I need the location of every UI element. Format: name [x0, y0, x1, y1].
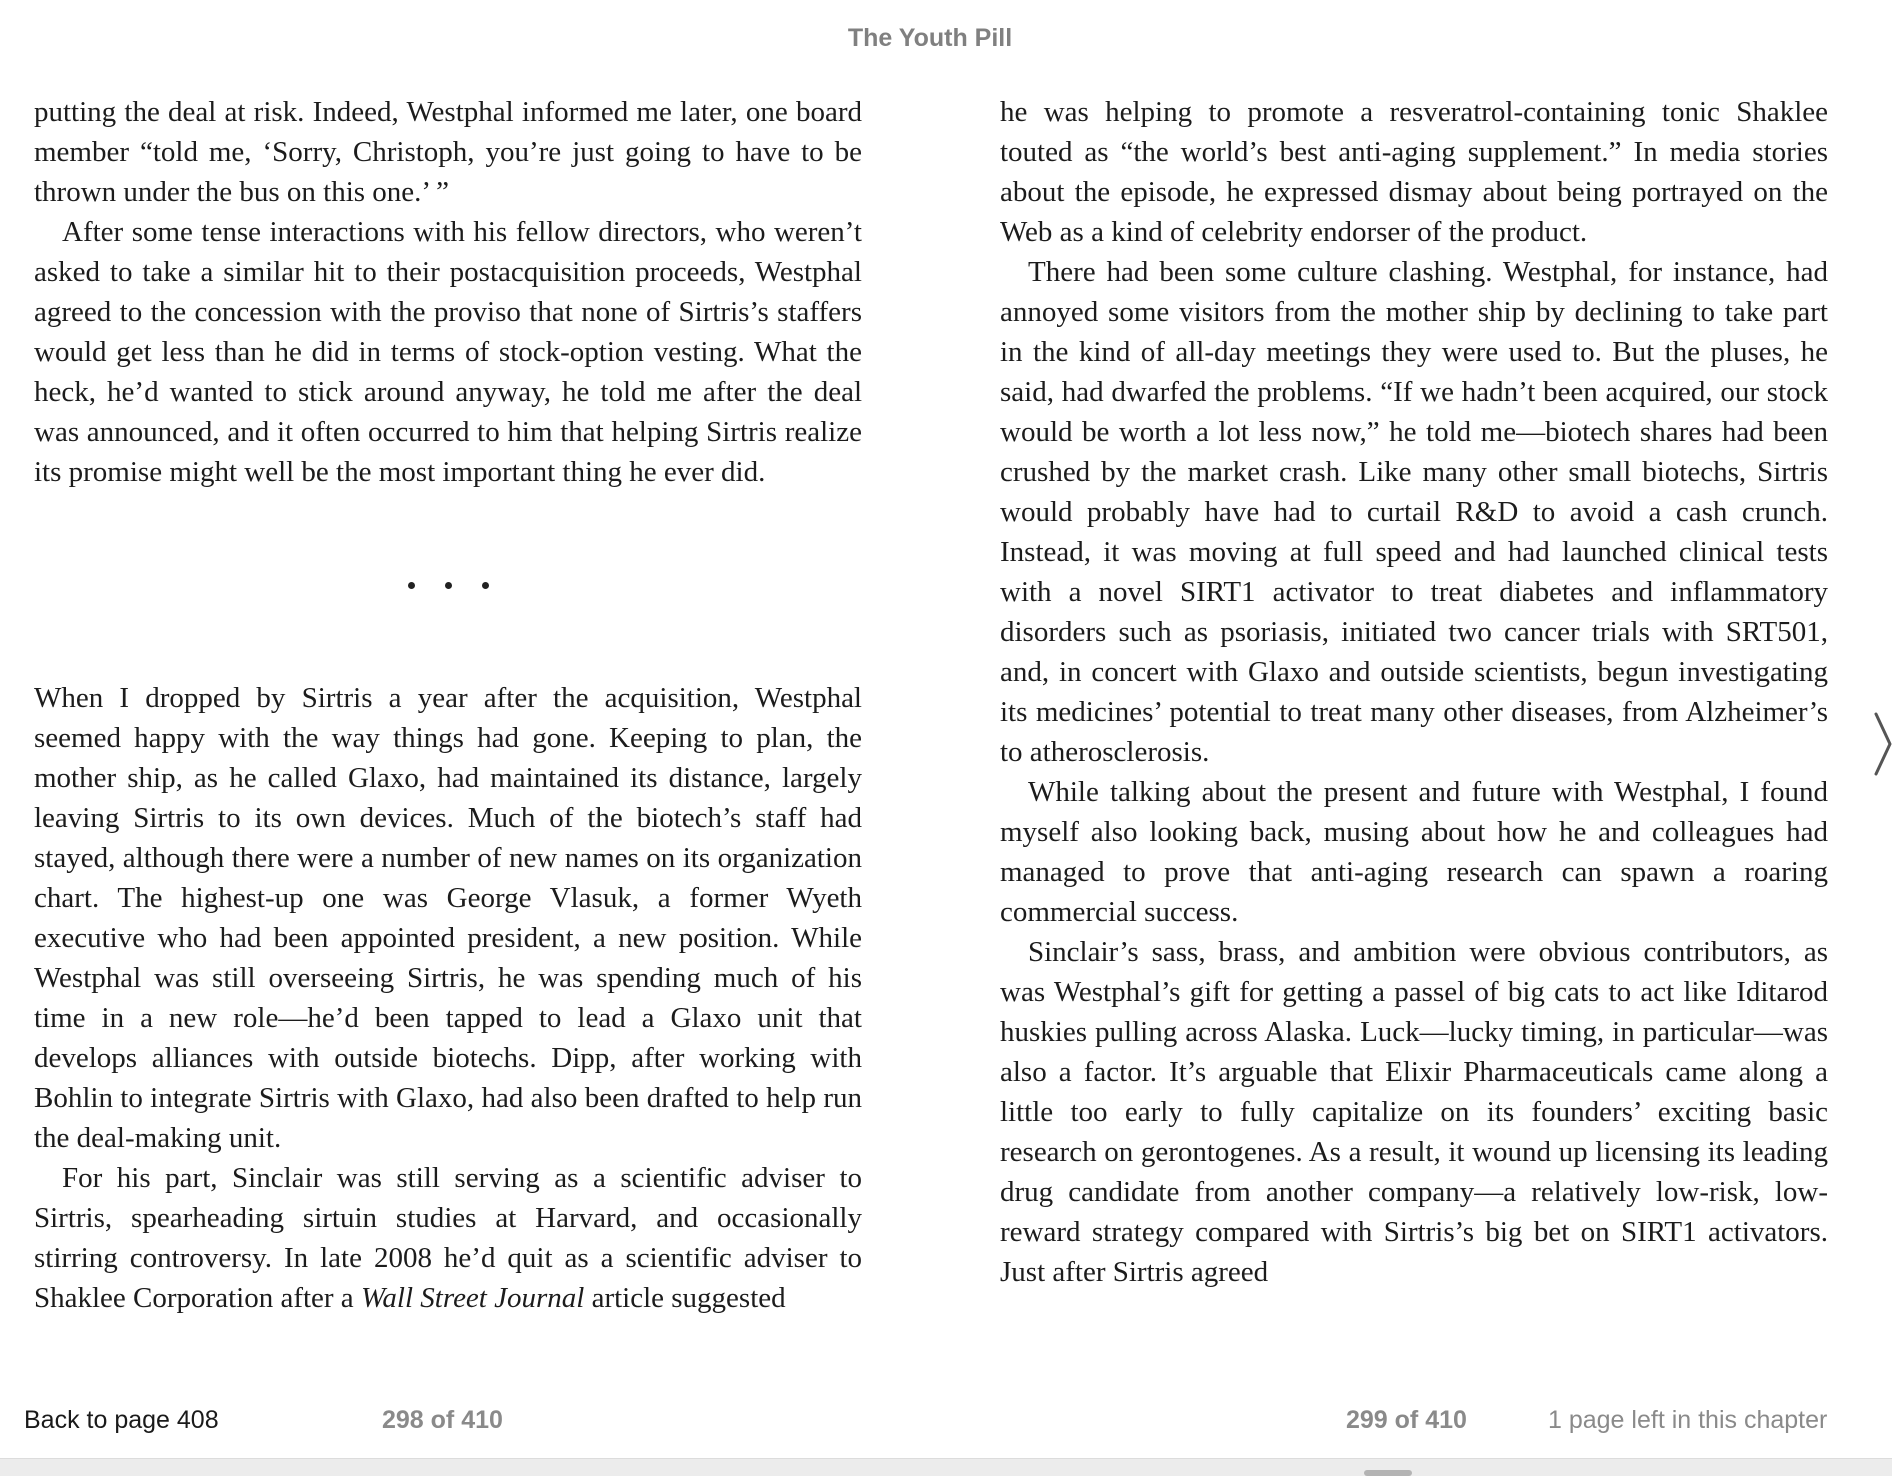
- ornament-dot: [408, 582, 415, 589]
- paragraph: There had been some culture clashing. Westphal, for instance, had annoyed some visitors from the mother ship by declining to take part in the kind of all-day meetings they were used to. But the pluses, he said, had dwarfed the problems. “If we hadn’t been acquired, our stock would be worth a lot less now,” he told me—biotech shares had been crushed by the market crash. Like many other small biotechs, Sirtris would probably have had to curtail R&D to avoid a cash crunch. Instead, it was moving at full speed and had launched clinical tests with a novel SIRT1 activator to treat diabetes and inflammatory disorders such as psoriasis, initiated two cancer trials with SRT501, and, in concert with Glaxo and outside scientists, begun investigating its medicines’ potential to treat many other diseases, from Alzheimer’s to atherosclerosis.: [1000, 256, 1828, 768]
- left-page: [34, 92, 862, 1318]
- right-page-number: 299 of 410: [1346, 1406, 1467, 1434]
- publication-title: Wall Street Journal: [360, 1282, 585, 1314]
- chevron-right-icon: [1874, 712, 1892, 776]
- paragraph: Sinclair’s sass, brass, and ambition were obvious contributors, as was Westphal’s gift for getting a passel of big cats to act like Iditarod huskies pulling across Alaska. Luck—lucky timing, in particular—was also a factor. It’s arguable that Elixir Pharmaceuticals came along a little too early to fully capitalize on its founders’ exciting basic research on gerontogenes. As a result, it wound up licensing its leading drug candidate from another company—a relatively low-risk, low-reward strategy compared with Sirtris’s big bet on SIRT1 activators. Just after Sirtris agreed: [1000, 936, 1828, 1288]
- bottom-bar: [0, 1458, 1892, 1476]
- paragraph: putting the deal at risk. Indeed, Westphal informed me later, one board member “told me, ‘Sorry, Christoph, you’re just going to have to be thrown under the bus on this one.’ ”: [34, 96, 862, 208]
- back-to-page-link[interactable]: Back to page 408: [24, 1406, 219, 1434]
- paragraph: While talking about the present and future with Westphal, I found myself also looking back, musing about how he and colleagues had managed to prove that anti-aging research can spawn a roaring commercial success.: [1000, 776, 1828, 928]
- paragraph: After some tense interactions with his fellow directors, who weren’t asked to take a similar hit to their postacquisition proceeds, Westphal agreed to the concession with the proviso that none of Sirtris’s staffers would get less than he did in terms of stock-option vesting. What the heck, he’d wanted to stick around anyway, he told me after the deal was announced, and it often occurred to him that helping Sirtris realize its promise might well be the most important thing he ever did.: [34, 216, 862, 488]
- paragraph: he was helping to promote a resveratrol-containing tonic Shaklee touted as “the world’s best anti-aging supplement.” In media stories about the episode, he expressed dismay about being portrayed on the Web as a kind of celebrity endorser of the product.: [1000, 96, 1828, 248]
- paragraph-text: article suggested: [584, 1282, 786, 1314]
- left-page-number: 298 of 410: [382, 1406, 503, 1434]
- scroll-handle[interactable]: [1364, 1470, 1412, 1476]
- ornament-dot: [482, 582, 489, 589]
- book-title: The Youth Pill: [847, 24, 1013, 52]
- paragraph: When I dropped by Sirtris a year after the acquisition, Westphal seemed happy with the way things had gone. Keeping to plan, the mother ship, as he called Glaxo, had maintained its distance, largely leaving Sirtris to its own devices. Much of the biotech’s staff had stayed, although there were a number of new names on its organization chart. The highest-up one was George Vlasuk, a former Wyeth executive who had been appointed president, a new position. While Westphal was still overseeing Sirtris, he was spending much of his time in a new role—he’d been tapped to lead a Glaxo unit that develops alliances with outside biotechs. Dipp, after working with Bohlin to integrate Sirtris with Glaxo, had also been drafted to help run the deal-making unit.: [34, 682, 862, 1154]
- right-page: [1000, 92, 1828, 1292]
- chapter-remaining: 1 page left in this chapter: [1548, 1406, 1828, 1434]
- next-page-button[interactable]: [1874, 712, 1892, 776]
- paragraph: [34, 1158, 862, 1318]
- paragraph-text: For his part, Sinclair was still serving as a scientific adviser to Sirtris, spearheading sirtuin studies at Harvard, and occasionally stirring controversy. In late 2008 he’d quit as a scientific adviser to Shaklee Corporation after a: [34, 1162, 862, 1314]
- ornament-dot: [445, 582, 452, 589]
- section-break: [34, 492, 862, 678]
